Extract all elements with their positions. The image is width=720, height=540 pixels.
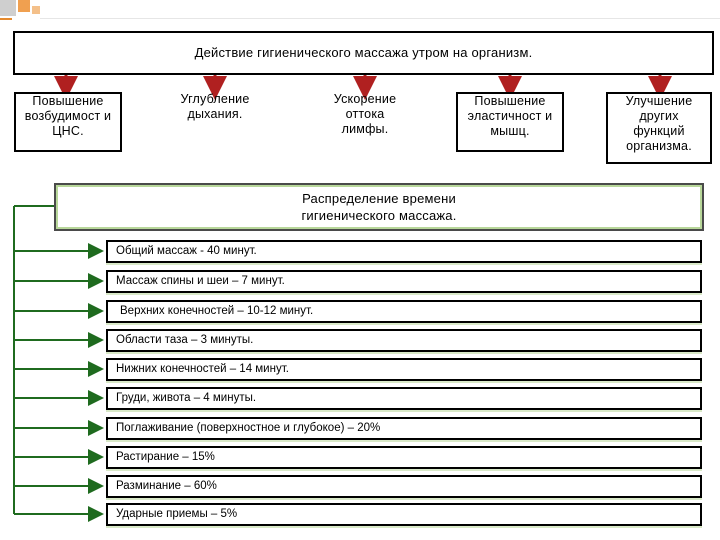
effect-box-5	[606, 92, 712, 164]
header-title: Действие гигиенического массажа утром на организм.	[194, 45, 533, 60]
distribution-item-8	[106, 446, 702, 469]
distribution-item-5	[106, 358, 702, 381]
effect-box-2	[160, 92, 270, 132]
distribution-item-4	[106, 329, 702, 352]
distribution-item-9	[106, 475, 702, 498]
effect-box-3	[312, 92, 418, 148]
distribution-title: Распределение времени гигиенического массажа.	[301, 191, 457, 223]
item-label: Поглаживание (поверхностное и глубокое) – 20%	[116, 422, 381, 434]
distribution-item-2	[106, 270, 702, 293]
green-bracket	[14, 206, 54, 514]
effect-label: Улучшение других функций организма.	[625, 94, 693, 153]
item-label: Области таза – 3 минуты.	[116, 334, 254, 346]
effect-box-1	[14, 92, 122, 152]
effect-label: Ускорение оттока лимфы.	[333, 92, 397, 136]
item-label: Верхних конечностей – 10-12 минут.	[120, 305, 314, 317]
distribution-item-7	[106, 417, 702, 440]
item-label: Разминание – 60%	[116, 480, 217, 492]
green-arrows	[14, 251, 100, 514]
item-label: Общий массаж - 40 минут.	[116, 245, 257, 257]
item-label: Нижних конечностей – 14 минут.	[116, 363, 289, 375]
distribution-item-3	[106, 300, 702, 323]
item-label: Растирание – 15%	[116, 451, 215, 463]
effect-box-4	[456, 92, 564, 152]
distribution-item-6	[106, 387, 702, 410]
distribution-item-1	[106, 240, 702, 263]
header-title-box	[13, 31, 714, 75]
item-label: Груди, живота – 4 минуты.	[116, 392, 257, 404]
distribution-item-10	[106, 503, 702, 526]
item-label: Ударные приемы – 5%	[116, 508, 238, 520]
item-label: Массаж спины и шеи – 7 минут.	[116, 275, 285, 287]
distribution-title-box	[54, 183, 704, 231]
effect-label: Повышение эластичност и мышц.	[467, 94, 553, 138]
effect-label: Повышение возбудимост и ЦНС.	[24, 94, 112, 138]
effect-label: Углубление дыхания.	[180, 92, 250, 121]
red-arrows	[66, 74, 660, 88]
